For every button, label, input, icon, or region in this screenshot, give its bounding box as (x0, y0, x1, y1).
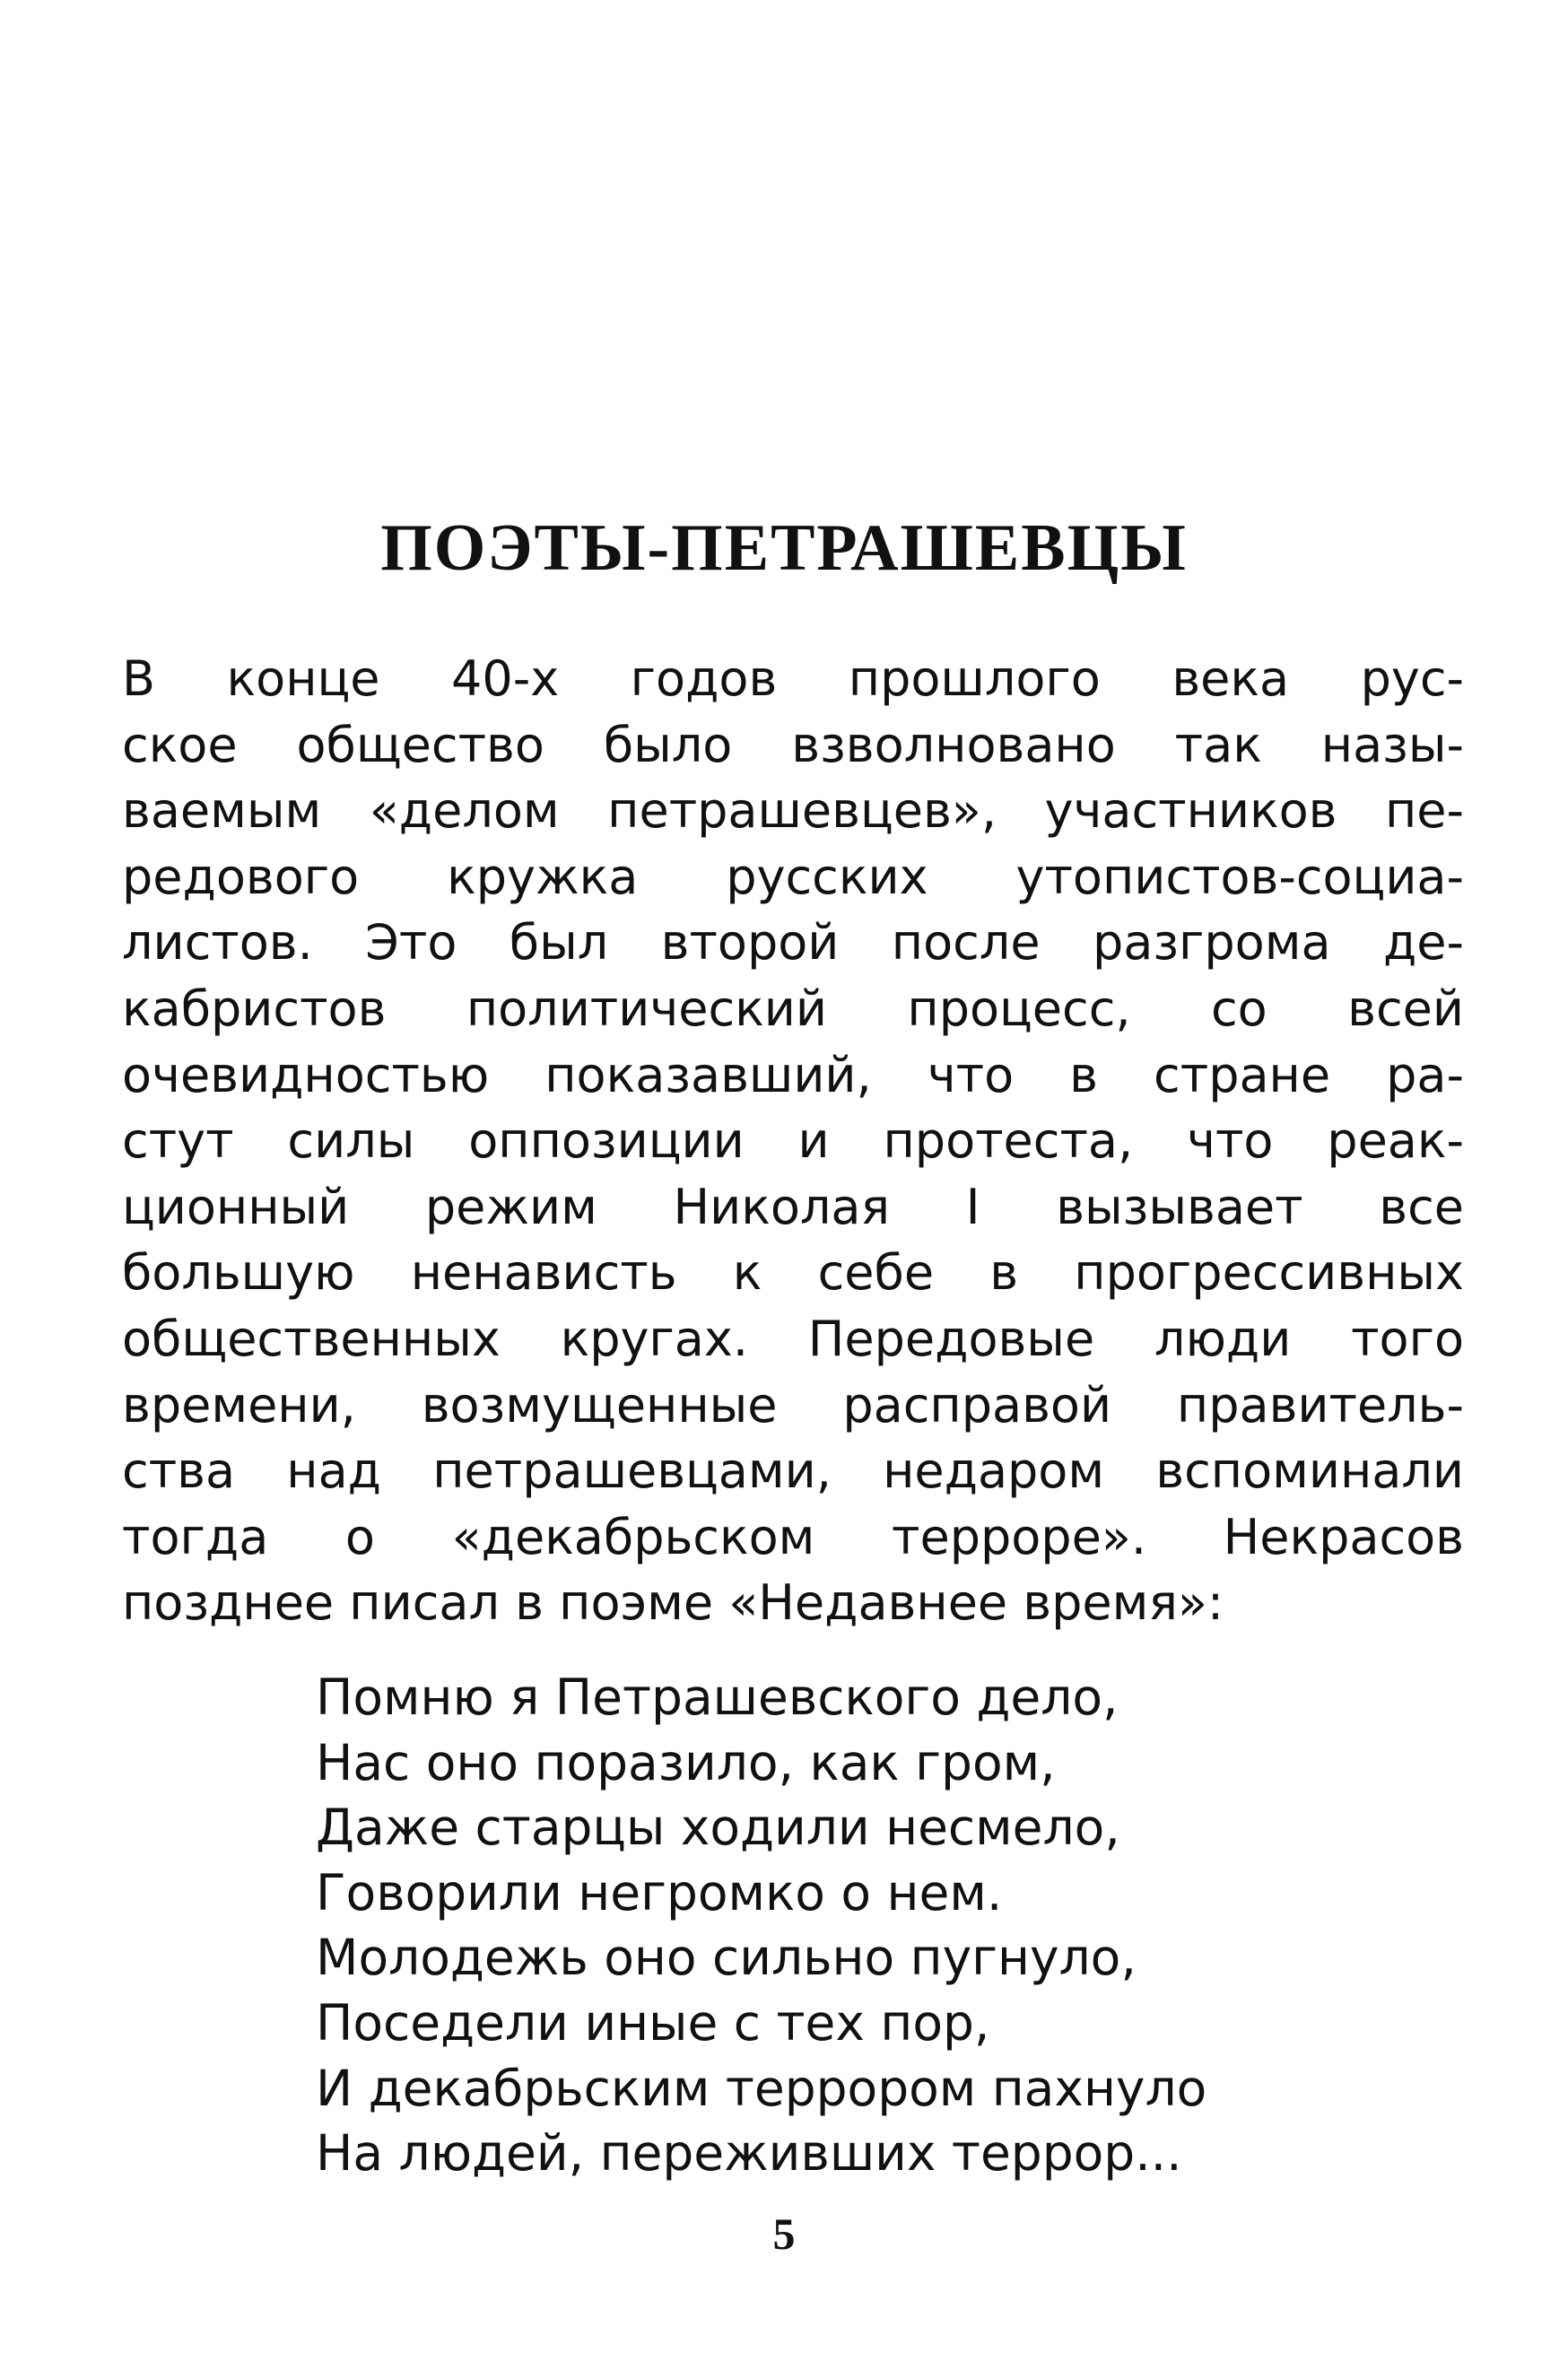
verse-line: Говорили негромко о нем. (316, 1863, 1003, 1922)
verse-line: Помню я Петрашевского дело, (316, 1669, 1119, 1726)
paragraph-line: В конце 40-х годов прошлого века рус- (122, 650, 1464, 707)
page-number: 5 (772, 2209, 796, 2259)
paragraph-line: ское общество было взволновано так назы- (122, 716, 1464, 773)
paragraph-line: большую ненависть к себе в прогрессивных (122, 1244, 1464, 1302)
paragraph-line: общественных кругах. Передовые люди того (122, 1310, 1464, 1367)
verse-line: Нас оно поразило, как гром, (316, 1733, 1056, 1791)
paragraph-line: ваемым «делом петрашевцев», участников пе- (122, 782, 1464, 840)
paragraph-line: времени, возмущенные расправой правитель- (122, 1376, 1464, 1434)
verse-line: На людей, переживших террор... (316, 2124, 1182, 2183)
paragraph-line: ционный режим Николая I вызывает все (122, 1178, 1464, 1235)
paragraph-line: тогда о «декабрьском терроре». Некрасов (122, 1508, 1464, 1565)
paragraph-line: очевидностью показавший, что в стране ра- (122, 1046, 1464, 1103)
intro-paragraph (122, 646, 1464, 1636)
verse-line: И декабрьским террором пахнуло (316, 2059, 1207, 2117)
paragraph-line: позднее писал в поэме «Недавнее время»: (122, 1574, 1224, 1632)
paragraph-line: кабристов политический процесс, со всей (122, 980, 1464, 1037)
poem-quote (316, 1665, 1206, 2186)
verse-line: Поседели иные с тех пор, (316, 1993, 990, 2052)
paragraph-line: стут силы оппозиции и протеста, что реак- (122, 1112, 1464, 1170)
paragraph-line: листов. Это был второй после разгрома де- (122, 914, 1464, 972)
verse-line: Даже старцы ходили несмело, (316, 1799, 1120, 1857)
paragraph-line: редового кружка русских утопистов-социа- (122, 848, 1464, 905)
chapter-title: ПОЭТЫ-ПЕТРАШЕВЦЫ (380, 511, 1188, 585)
verse-line: Молодежь оно сильно пугнуло, (316, 1929, 1137, 1987)
paragraph-line: ства над петрашевцами, недаром вспоминали (122, 1442, 1464, 1500)
